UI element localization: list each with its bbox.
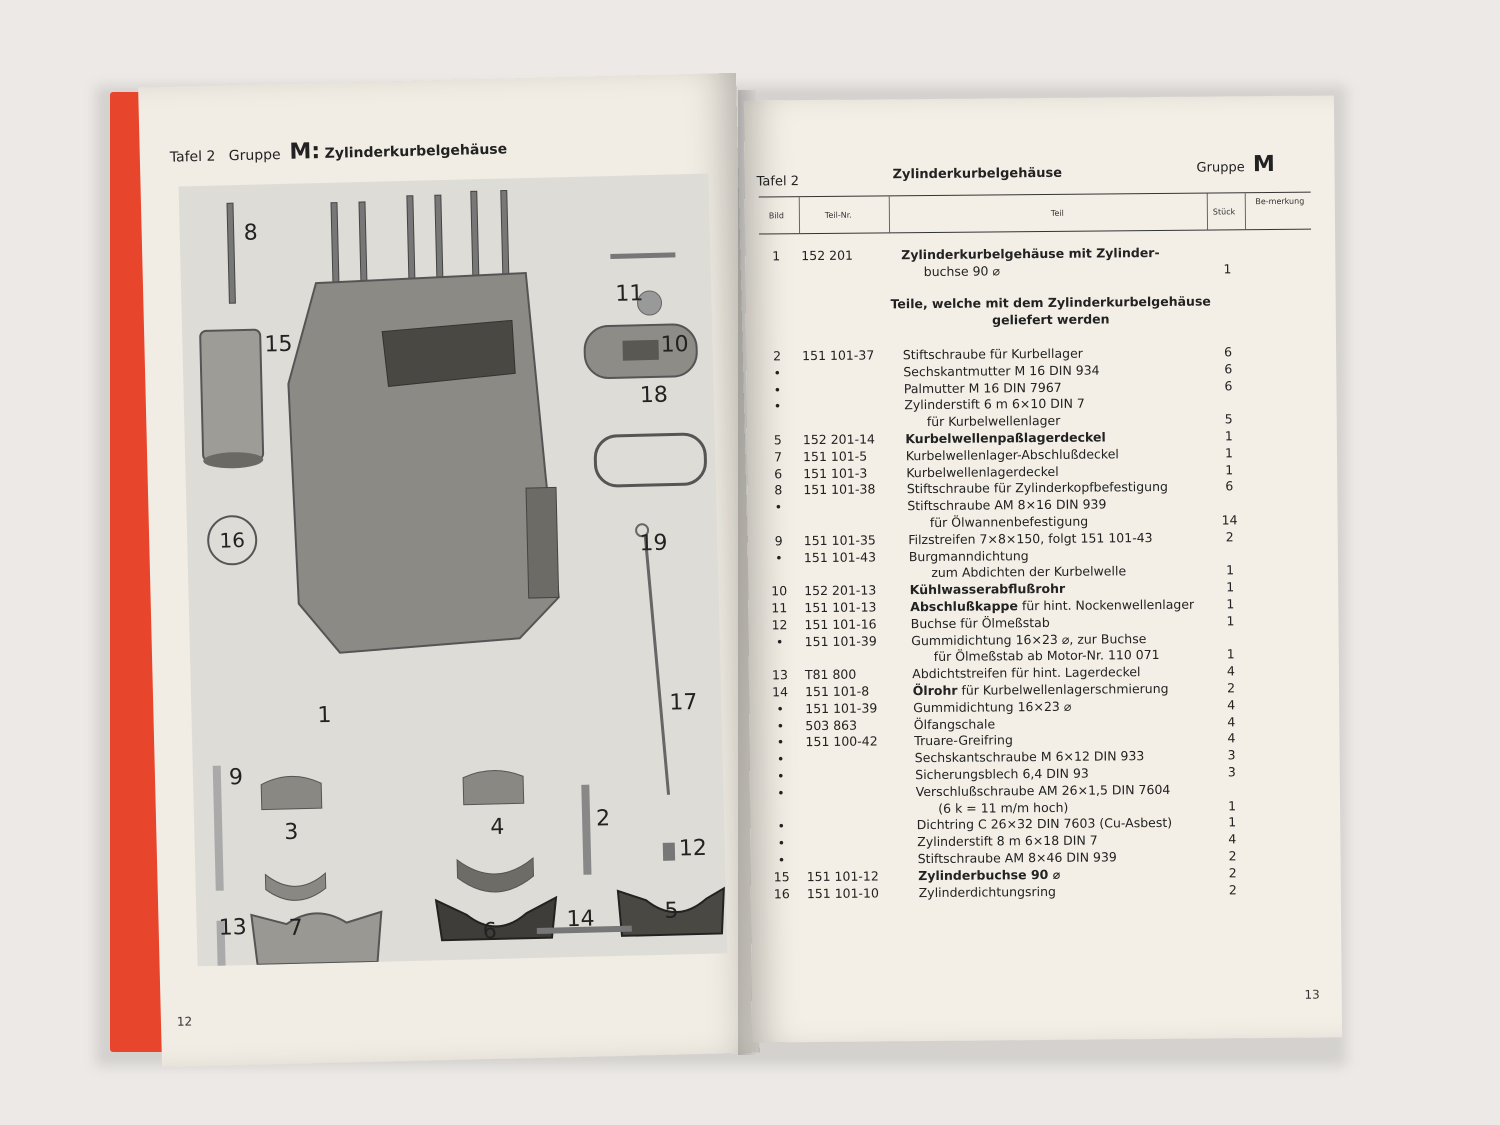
row-stueck: 1 xyxy=(1225,461,1234,478)
row-bild: • xyxy=(776,701,784,717)
right-page xyxy=(744,95,1342,1042)
gruppe-heading xyxy=(1196,152,1275,178)
figure-label: 19 xyxy=(639,530,668,557)
row-teil: Gummidichtung 16×23 ⌀ xyxy=(913,698,1072,715)
row-teil-nr: 151 101-38 xyxy=(803,481,876,498)
row-teil: Zylinderkurbelgehäuse mit Zylinder- xyxy=(901,244,1160,263)
row-stueck: 1 xyxy=(1226,579,1235,595)
figure-label: 13 xyxy=(218,915,247,941)
row-stueck: 6 xyxy=(1224,361,1233,377)
row-bild: 5 xyxy=(773,432,782,448)
row-stueck: 14 xyxy=(1221,512,1238,528)
row-teil: Truare-Greifring xyxy=(914,732,1013,749)
row-teil-nr: 151 101-3 xyxy=(803,465,868,481)
figure-label-circled: 16 xyxy=(207,515,258,566)
row-teil-nr: 151 101-35 xyxy=(803,532,876,548)
figure-label: 12 xyxy=(678,835,708,862)
figure-label: 8 xyxy=(243,220,259,246)
row-stueck: 1 xyxy=(1225,562,1235,578)
left-page-number: 12 xyxy=(176,1014,193,1029)
row-bild: 9 xyxy=(774,533,783,549)
row-teil-nr: 152 201-13 xyxy=(804,582,877,599)
row-bild: 1 xyxy=(772,248,781,264)
row-teil: Kühlwasserabflußrohr xyxy=(909,580,1066,598)
row-bild: • xyxy=(777,818,785,834)
row-stueck: 4 xyxy=(1227,697,1236,713)
row-teil: Gummidichtung 16×23 ⌀, zur Buchse xyxy=(911,630,1147,648)
row-bild: 2 xyxy=(773,348,782,364)
row-teil: Kurbelwellenlagerdeckel xyxy=(906,463,1059,480)
figure-label: 5 xyxy=(664,898,679,924)
row-bild: • xyxy=(775,633,784,649)
row-teil: Sechskantschraube M 6×12 DIN 933 xyxy=(914,748,1145,766)
table-row xyxy=(765,881,1317,903)
row-teil: Zylinderdichtungsring xyxy=(918,883,1057,900)
gruppe-label: Gruppe xyxy=(228,146,281,165)
row-teil: für Ölwannenbefestigung xyxy=(929,513,1089,530)
row-teil: zum Abdichten der Kurbelwelle xyxy=(931,563,1127,581)
col-stueck: Stück xyxy=(1212,207,1236,217)
row-teil-nr: 151 101-39 xyxy=(805,700,878,716)
row-stueck: 3 xyxy=(1227,764,1236,780)
row-stueck: 1 xyxy=(1224,445,1234,461)
row-bild: • xyxy=(773,365,782,381)
row-teil: Stiftschraube AM 8×16 DIN 939 xyxy=(907,496,1107,514)
row-stueck: 2 xyxy=(1226,680,1236,696)
row-stueck: 2 xyxy=(1228,848,1237,864)
row-stueck: 5 xyxy=(1224,411,1233,427)
col-bild: Bild xyxy=(768,211,784,221)
row-bild: 16 xyxy=(773,885,790,901)
row-teil-nr: 152 201 xyxy=(801,247,854,264)
col-teil: Teil xyxy=(1050,208,1064,218)
col-teil-nr: Teil-Nr. xyxy=(824,210,852,220)
row-teil: Kurbelwellenpaßlagerdeckel xyxy=(905,429,1106,447)
row-bild: • xyxy=(775,549,783,565)
row-stueck: 2 xyxy=(1225,529,1234,545)
row-bild: • xyxy=(776,717,785,733)
row-teil: buchse 90 ⌀ xyxy=(923,263,1001,280)
row-bild: 11 xyxy=(771,600,788,616)
figure-label: 17 xyxy=(669,689,698,716)
gruppe-label: Gruppe xyxy=(1196,160,1245,176)
row-bild: • xyxy=(774,499,783,515)
row-teil: für Kurbelwellenlager xyxy=(926,413,1061,430)
row-bild: 13 xyxy=(771,667,788,683)
left-page-title: Zylinderkurbelgehäuse xyxy=(324,141,508,162)
row-teil: Stiftschraube AM 8×46 DIN 939 xyxy=(917,849,1117,867)
row-teil-nr: 503 863 xyxy=(805,717,858,733)
row-teil-nr: 151 101-8 xyxy=(804,683,870,700)
figure-label: 3 xyxy=(284,819,299,846)
row-bild: 6 xyxy=(774,465,783,481)
row-teil: Burgmanndichtung xyxy=(908,547,1029,564)
row-bild: • xyxy=(773,398,782,414)
row-teil: Zylinderbuchse 90 ⌀ xyxy=(918,866,1061,883)
row-teil-nr: 151 101-39 xyxy=(804,633,877,649)
row-bild: 8 xyxy=(774,482,783,498)
row-teil: für Ölmeßstab ab Motor-Nr. 110 071 xyxy=(933,647,1160,665)
row-stueck: 1 xyxy=(1226,646,1235,662)
figure-label: 11 xyxy=(615,281,644,307)
row-stueck: 4 xyxy=(1226,663,1235,679)
row-teil-nr: 151 100-42 xyxy=(805,733,878,750)
gruppe-letter: M: xyxy=(289,139,321,165)
row-teil: Abdichtstreifen für hint. Lagerdeckel xyxy=(912,664,1141,682)
row-teil: Kurbelwellenlager-Abschlußdeckel xyxy=(905,446,1119,463)
left-page xyxy=(138,73,760,1067)
row-teil-nr: 151 101-16 xyxy=(804,616,877,632)
row-bild: • xyxy=(777,852,786,868)
parts-illustration xyxy=(179,174,728,967)
figure-label: 4 xyxy=(489,814,505,841)
row-teil: Zylinderstift 6 m 6×10 DIN 7 xyxy=(904,396,1085,413)
row-stueck: 1 xyxy=(1223,261,1232,277)
row-teil-nr: T81 800 xyxy=(804,666,857,683)
row-teil: Stiftschraube für Kurbellager xyxy=(902,345,1083,363)
row-bild: • xyxy=(777,785,785,801)
row-stueck: 6 xyxy=(1225,478,1234,494)
row-bild: • xyxy=(776,751,785,767)
tafel-label: Tafel 2 xyxy=(169,148,216,166)
row-teil: Sechskantmutter M 16 DIN 934 xyxy=(903,362,1100,380)
row-teil: Stiftschraube für Zylinderkopfbefestigung xyxy=(906,479,1168,497)
figure-label: 10 xyxy=(660,332,689,358)
row-teil: Sicherungsblech 6,4 DIN 93 xyxy=(915,765,1089,783)
row-teil: Verschlußschraube AM 26×1,5 DIN 7604 xyxy=(915,781,1171,799)
row-bild: • xyxy=(773,381,782,397)
right-page-title: Zylinderkurbelgehäuse xyxy=(892,165,1063,183)
row-stueck: 4 xyxy=(1227,730,1236,746)
figure-label: 6 xyxy=(482,918,498,945)
row-bild: 14 xyxy=(772,684,789,700)
row-stueck: 1 xyxy=(1224,428,1233,444)
row-stueck: 2 xyxy=(1228,881,1237,897)
row-teil-nr: 151 101-12 xyxy=(806,868,879,884)
row-stueck: 3 xyxy=(1227,747,1236,763)
row-stueck: 4 xyxy=(1228,831,1237,847)
row-stueck: 4 xyxy=(1227,713,1236,729)
row-bild: • xyxy=(776,734,785,750)
col-bemerkung: Be-merkung xyxy=(1255,196,1305,207)
row-teil: Palmutter M 16 DIN 7967 xyxy=(903,379,1062,396)
row-teil: Filzstreifen 7×8×150, folgt 151 101-43 xyxy=(908,529,1153,547)
figure-label: 1 xyxy=(317,702,332,729)
row-teil-nr: 151 101-37 xyxy=(802,347,875,364)
row-bild: 15 xyxy=(773,869,790,885)
row-bild: • xyxy=(777,835,786,851)
figure-label: 7 xyxy=(288,915,304,942)
row-teil: Zylinderstift 8 m 6×18 DIN 7 xyxy=(917,832,1098,850)
figure-label: 18 xyxy=(639,382,669,409)
right-page-number: 13 xyxy=(1304,987,1320,1002)
tafel-label: Tafel 2 xyxy=(756,174,800,190)
row-teil-nr: 151 101-43 xyxy=(803,549,877,565)
figure-label: 15 xyxy=(264,331,293,358)
row-bild: 12 xyxy=(771,617,788,633)
row-teil: Ölfangschale xyxy=(913,716,996,732)
figure-label: 9 xyxy=(228,765,244,791)
figure-label: 2 xyxy=(595,806,611,832)
figure-label: 14 xyxy=(566,906,595,933)
row-teil: Dichtring C 26×32 DIN 7603 (Cu-Asbest) xyxy=(916,815,1173,833)
left-page-header xyxy=(169,134,507,167)
row-bild: 10 xyxy=(771,583,788,599)
row-teil-nr: 151 101-13 xyxy=(804,599,877,616)
row-teil-nr: 151 101-10 xyxy=(806,885,879,901)
row-teil: (6 k = 11 m/m hoch) xyxy=(938,799,1069,816)
row-bild: 7 xyxy=(773,449,783,465)
parts-table-header xyxy=(759,192,1311,235)
row-teil-nr: 151 101-5 xyxy=(802,448,868,464)
gruppe-letter: M xyxy=(1252,151,1275,178)
row-stueck: 1 xyxy=(1228,814,1237,830)
row-stueck: 6 xyxy=(1224,377,1233,394)
row-stueck: 1 xyxy=(1228,797,1237,813)
table-subheading: Teile, welche mit dem Zylinderkurbelgehäuse geliefert werden xyxy=(890,293,1211,328)
row-teil-nr: 152 201-14 xyxy=(802,431,876,448)
row-stueck: 1 xyxy=(1226,613,1235,629)
row-teil: Ölrohr für Kurbelwellenlagerschmierung xyxy=(912,680,1169,699)
table-row xyxy=(759,261,1311,283)
row-stueck: 1 xyxy=(1226,596,1235,612)
exploded-parts-photo xyxy=(179,174,728,967)
row-teil: Buchse für Ölmeßstab xyxy=(910,614,1050,631)
row-bild: • xyxy=(777,768,785,784)
row-teil: Abschlußkappe für hint. Nockenwellenlager xyxy=(910,596,1195,615)
row-stueck: 2 xyxy=(1228,865,1237,881)
row-stueck: 6 xyxy=(1224,344,1233,360)
